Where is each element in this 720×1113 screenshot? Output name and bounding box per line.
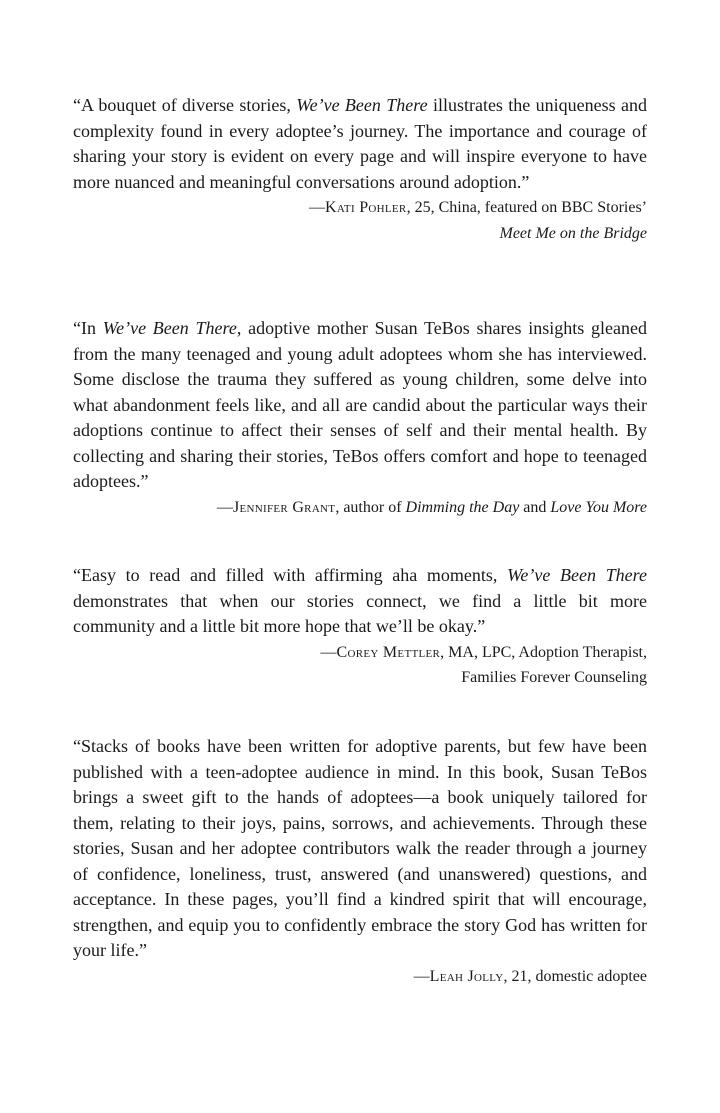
endorsement-quote: “Easy to read and filled with affirming aha moments, We’ve Been There demonstrates that when our stories connect, we find a little bit more community and a little bit more hope that we’ll be okay.” [73,565,647,636]
endorsement-attribution: —Corey Mettler, MA, LPC, Adoption Therapist, [320,643,647,661]
endorser-name: Jennifer Grant [232,498,336,516]
endorsement-jennifer-grant [73,316,647,520]
endorser-book-title: Dimming the Day [405,498,520,516]
endorser-name: Corey Mettler [336,643,441,661]
endorsement-attribution-line-2 [73,221,647,247]
endorsement-corey-mettler [73,563,647,691]
program-title: Meet Me on the Bridge [499,224,647,242]
endorser-name: Kati Pohler [325,199,407,216]
endorsement-attribution: —Leah Jolly, 21, domestic adoptee [413,967,647,985]
endorser-name: Leah Jolly [429,967,504,985]
book-title: We’ve Been There [507,565,647,585]
endorsement-attribution: —Jennifer Grant, author of Dimming the Day and Love You More [216,498,647,516]
book-title: We’ve Been There [102,318,237,338]
endorsement-kati-pohler [73,93,647,246]
endorsement-attribution-line-2: Families Forever Counseling [461,669,647,686]
endorsement-quote: “In We’ve Been There, adoptive mother Susan TeBos shares insights gleaned from the many teenaged and young adult adoptees whom she has interviewed. Some disclose the trauma they suffered as young children, some delve into what abandonment feels like, and all are candid about the particular ways their adoptions continue to affect their senses of self and their mental health. By collecting and sharing their stories, TeBos offers comfort and hope to teenaged adoptees.” [73,318,648,491]
book-title: We’ve Been There [296,95,428,115]
endorsement-attribution: —Kati Pohler, 25, China, featured on BBC Stories’ [309,199,647,216]
endorsement-quote: “Stacks of books have been written for adoptive parents, but few have been published with a teen-adoptee audience in mind. In this book, Susan TeBos brings a sweet gift to the hands of adoptees—a book uniquely tailored for them, relating to their joys, pains, sorrows, and achievements. Through these stories, Susan and her adoptee contributors walk the reader through a journey of confidence, loneliness, trust, answered (and unanswered) questions, and acceptance. In these pages, you’ll find a kindred spirit that will encourage, strengthen, and equip you to confidently embrace the story God has written for your life.” [73,736,647,960]
endorsement-leah-jolly [73,734,647,989]
endorsement-quote: “A bouquet of diverse stories, We’ve Been There illustrates the uniqueness and complexity found in every adoptee’s journey. The importance and courage of sharing your story is evident on every page and will inspire everyone to have more nuanced and meaningful conversations around adoption.” [73,95,647,192]
endorser-book-title: Love You More [550,498,647,516]
